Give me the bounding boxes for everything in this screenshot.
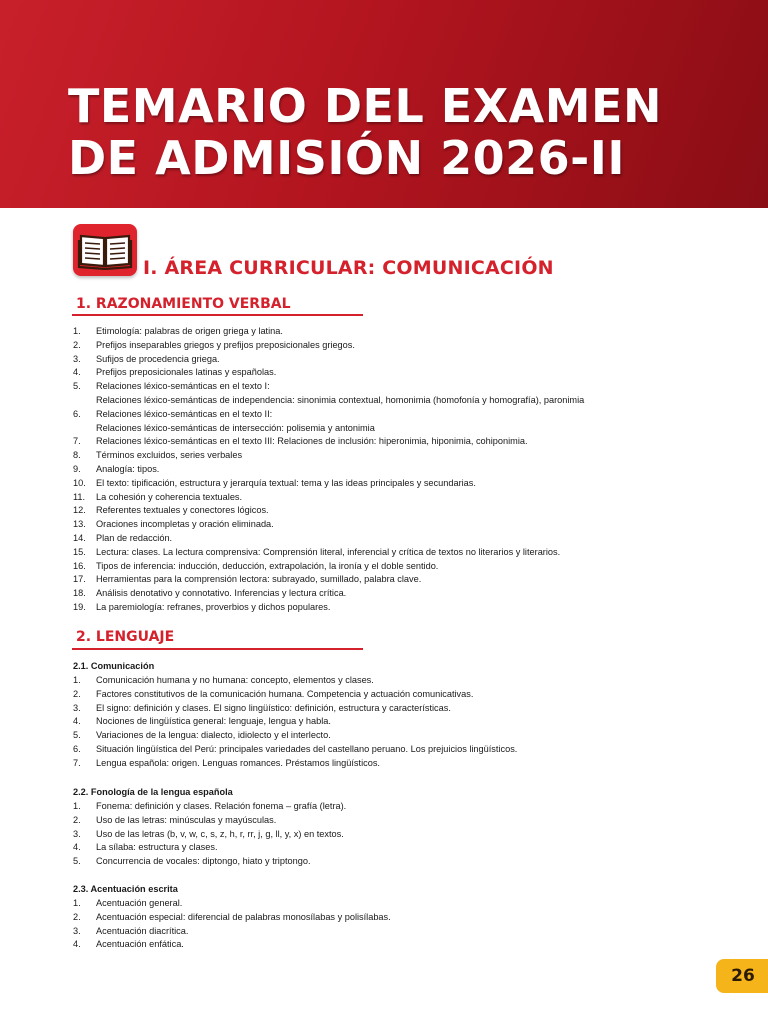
list-item-text: La sílaba: estructura y clases. <box>96 842 218 853</box>
list-item-number: 14. <box>73 532 86 543</box>
list-item-text: Prefijos inseparables griegos y prefijos preposicionales griegos. <box>96 339 355 350</box>
list-item-text: Relaciones léxico-semánticas en el texto III: Relaciones de inclusión: hiperonimia, hiponimia, cohiponimia. <box>96 436 528 447</box>
list-item-text: Términos excluidos, series verbales <box>96 450 243 461</box>
list-item-number: 4. <box>73 367 81 378</box>
list-item-text: Lengua española: origen. Lenguas romances. Préstamos lingüísticos. <box>96 757 380 768</box>
list-item-text: La cohesión y coherencia textuales. <box>96 491 243 502</box>
book-icon <box>73 224 137 276</box>
page-title <box>68 80 662 184</box>
list-item-number: 6. <box>73 408 81 419</box>
list-item-number: 7. <box>73 757 81 768</box>
list-item-text: El texto: tipificación, estructura y jerarquía textual: tema y las ideas principales y secundarias. <box>96 477 476 488</box>
header-banner <box>0 0 768 208</box>
list-item-number: 10. <box>73 477 86 488</box>
list-item-text: Acentuación especial: diferencial de palabras monosílabas y polisílabas. <box>96 911 391 922</box>
list-item-text: Relaciones léxico-semánticas en el texto I: <box>96 381 270 392</box>
list-item-text: Relaciones léxico-semánticas en el texto II: <box>96 408 273 419</box>
section-divider <box>72 648 363 650</box>
list-item-text-continued: Relaciones léxico-semánticas de independencia: sinonimia contextual, homonimia (homofonía y homografía), paronimia <box>96 394 585 405</box>
list-item-text: Factores constitutivos de la comunicación humana. Competencia y actuación comunicativas. <box>96 688 474 699</box>
list-item-text: Analogía: tipos. <box>96 463 160 474</box>
list-item-text: Lectura: clases. La lectura comprensiva: Comprensión literal, inferencial y crítica de textos no literarios y literarios. <box>96 546 561 557</box>
list-item-number: 5. <box>73 856 81 867</box>
list-item-number: 13. <box>73 519 86 530</box>
list-item-text: Fonema: definición y clases. Relación fonema – grafía (letra). <box>96 801 347 811</box>
list-item-number: 18. <box>73 588 86 599</box>
section-heading-lenguaje: 2. LENGUAJE <box>76 629 175 645</box>
list-item-number: 7. <box>73 436 81 447</box>
list-item-number: 5. <box>73 730 81 741</box>
list-item-number: 6. <box>73 743 81 754</box>
list-item-text: Uso de las letras: minúsculas y mayúsculas. <box>96 814 277 825</box>
list-item-number: 1. <box>73 801 81 811</box>
list-item-number: 8. <box>73 450 81 461</box>
list-item-number: 1. <box>73 675 81 685</box>
list-item-number: 3. <box>73 828 81 839</box>
list-item-text: Prefijos preposicionales latinas y españolas. <box>96 367 277 378</box>
list-item-text: Uso de las letras (b, v, w, c, s, z, h, r, rr, j, g, ll, y, x) en textos. <box>96 828 344 839</box>
list-item-text: Acentuación diacrítica. <box>96 925 189 936</box>
list-item-number: 4. <box>73 716 81 727</box>
list-item-text: Sufijos de procedencia griega. <box>96 353 220 364</box>
list-item-number: 19. <box>73 601 86 612</box>
list-item-number: 9. <box>73 463 81 474</box>
list-item-text: El signo: definición y clases. El signo lingüístico: definición, estructura y características. <box>96 702 451 713</box>
list-item-number: 2. <box>73 688 81 699</box>
list-item-number: 4. <box>73 939 81 950</box>
list-item-number: 16. <box>73 560 86 571</box>
list-item-number: 1. <box>73 898 81 908</box>
list-item-number: 3. <box>73 702 81 713</box>
list-item-text: Situación lingüística del Perú: principales variedades del castellano peruano. Los prejuicios lingüísticos. <box>96 743 518 754</box>
list-item-number: 3. <box>73 353 81 364</box>
list-item-number: 2. <box>73 814 81 825</box>
area-title: I. ÁREA CURRICULAR: COMUNICACIÓN <box>143 257 554 279</box>
list-item-text: Comunicación humana y no humana: concepto, elementos y clases. <box>96 675 374 685</box>
page-title-line-2: DE ADMISIÓN 2026-II <box>68 131 626 185</box>
list-item-text: Acentuación enfática. <box>96 939 184 950</box>
subsection-heading: 2.1. Comunicación <box>73 661 155 671</box>
list-item-number: 1. <box>73 326 81 336</box>
section-divider <box>72 314 363 316</box>
list-item-number: 2. <box>73 911 81 922</box>
list-item-text: Referentes textuales y conectores lógicos. <box>96 505 269 516</box>
list-item-number: 5. <box>73 381 81 392</box>
list-item-number: 15. <box>73 546 86 557</box>
list-item-number: 3. <box>73 925 81 936</box>
page-title-line-1: TEMARIO DEL EXAMEN <box>68 79 662 133</box>
list-item-number: 12. <box>73 505 86 516</box>
subsection-heading: 2.3. Acentuación escrita <box>73 884 178 894</box>
list-item-text: Etimología: palabras de origen griega y latina. <box>96 326 283 336</box>
list-item-text: Tipos de inferencia: inducción, deducción, extrapolación, la ironía y el doble sentido. <box>96 560 439 571</box>
subsection-heading: 2.2. Fonología de la lengua española <box>73 787 233 797</box>
page-number: 26 <box>716 959 768 993</box>
list-item-text: Oraciones incompletas y oración eliminada. <box>96 519 274 530</box>
list-item-text: Análisis denotativo y connotativo. Inferencias y lectura crítica. <box>96 588 347 599</box>
list-item-text: Concurrencia de vocales: diptongo, hiato y triptongo. <box>96 856 311 867</box>
list-item-text: Plan de redacción. <box>96 532 173 543</box>
section-heading-razonamiento: 1. RAZONAMIENTO VERBAL <box>76 296 291 312</box>
list-item-text: Acentuación general. <box>96 898 183 908</box>
list-item-number: 4. <box>73 842 81 853</box>
list-item-text: Herramientas para la comprensión lectora: subrayado, sumillado, palabra clave. <box>96 574 422 585</box>
list-item-text: Variaciones de la lengua: dialecto, idiolecto y el interlecto. <box>96 730 331 741</box>
list-item-number: 2. <box>73 339 81 350</box>
list-item-text-continued: Relaciones léxico-semánticas de intersección: polisemia y antonimia <box>96 422 375 433</box>
list-item-number: 11. <box>73 491 86 502</box>
list-item-text: Nociones de lingüística general: lenguaje, lengua y habla. <box>96 716 331 727</box>
list-item-text: La paremiología: refranes, proverbios y dichos populares. <box>96 601 331 612</box>
list-item-number: 17. <box>73 574 86 585</box>
